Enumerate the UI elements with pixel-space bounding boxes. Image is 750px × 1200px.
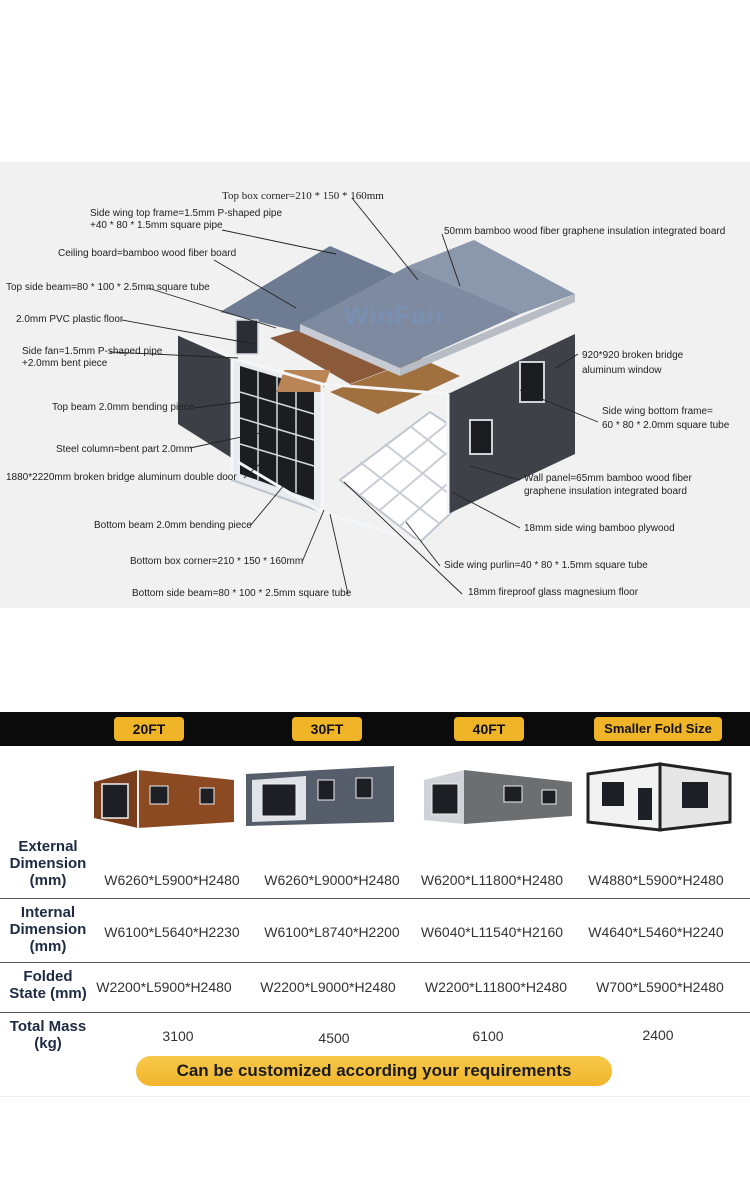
cell-external-smaller: W4880*L5900*H2480 [588, 872, 724, 888]
product-image-30ft [246, 760, 394, 834]
label-top-box-corner: Top box corner=210 * 150 * 160mm [222, 190, 384, 202]
label-insulation-board: 50mm bamboo wood fiber graphene insulation integrated board [444, 226, 726, 237]
label-side-wing-bottom-frame-2: 60 * 80 * 2.0mm square tube [602, 420, 730, 431]
cell-mass-40ft: 6100 [472, 1028, 504, 1044]
label-side-wing-bottom-frame: Side wing bottom frame= [602, 406, 713, 417]
label-ceiling-board: Ceiling board=bamboo wood fiber board [58, 248, 237, 259]
label-steel-column: Steel column=bent part 2.0mm [56, 444, 193, 455]
label-bottom-box-corner: Bottom box corner=210 * 150 * 160mm [130, 556, 304, 567]
cell-folded-40ft: W2200*L11800*H2480 [424, 979, 568, 995]
container-house-diagram [0, 162, 750, 608]
customization-banner: Can be customized according your requirements [136, 1056, 612, 1086]
cell-mass-smaller: 2400 [642, 1027, 674, 1043]
label-wall-panel-2: graphene insulation integrated board [524, 486, 687, 497]
product-image-smaller-fold [586, 760, 734, 834]
cell-folded-20ft: W2200*L5900*H2480 [96, 979, 232, 995]
label-side-fan: Side fan=1.5mm P-shaped pipe [22, 346, 163, 357]
cell-mass-20ft: 3100 [162, 1028, 194, 1044]
row-label-external-dimension: External Dimension (mm) [9, 838, 87, 889]
product-image-20ft [90, 760, 238, 834]
row-divider [0, 898, 750, 899]
label-top-side-beam: Top side beam=80 * 100 * 2.5mm square tube [6, 282, 210, 293]
row-label-folded-state: Folded State (mm) [9, 968, 87, 1002]
label-side-wing-plywood: 18mm side wing bamboo plywood [524, 523, 675, 534]
window-icon [520, 362, 544, 402]
spec-table [0, 712, 750, 1100]
bottom-divider [0, 1096, 750, 1097]
label-top-beam: Top beam 2.0mm bending piece [52, 402, 195, 413]
label-side-wing-top-frame: Side wing top frame=1.5mm P-shaped pipe [90, 208, 283, 219]
cell-external-20ft: W6260*L5900*H2480 [104, 872, 240, 888]
cell-internal-30ft: W6100*L8740*H2200 [264, 924, 400, 940]
row-label-total-mass: Total Mass (kg) [9, 1018, 87, 1052]
winfair-watermark: WinFair [344, 300, 447, 330]
label-side-fan-2: +2.0mm bent piece [22, 358, 108, 369]
label-side-wing-purlin: Side wing purlin=40 * 80 * 1.5mm square tube [444, 560, 648, 571]
cell-internal-smaller: W4640*L5460*H2240 [588, 924, 724, 940]
product-image-40ft [424, 760, 572, 834]
cell-folded-smaller: W700*L5900*H2480 [596, 979, 724, 995]
column-30ft: 30FT [292, 717, 362, 741]
cell-external-30ft: W6260*L9000*H2480 [264, 872, 400, 888]
label-window-2: aluminum window [582, 365, 662, 376]
row-divider [0, 1012, 750, 1013]
label-bottom-side-beam: Bottom side beam=80 * 100 * 2.5mm square tube [132, 588, 352, 599]
label-pvc-floor: 2.0mm PVC plastic floor [16, 314, 124, 325]
column-smaller-fold: Smaller Fold Size [594, 717, 722, 741]
label-side-wing-top-frame-2: +40 * 80 * 1.5mm square pipe [90, 220, 223, 231]
label-wall-panel: Wall panel=65mm bamboo wood fiber [524, 473, 692, 484]
cell-internal-20ft: W6100*L5640*H2230 [104, 924, 240, 940]
row-divider [0, 962, 750, 963]
column-20ft: 20FT [114, 717, 184, 741]
row-label-internal-dimension: Internal Dimension (mm) [9, 904, 87, 955]
cell-external-40ft: W6200*L11800*H2480 [420, 872, 564, 888]
cell-mass-30ft: 4500 [318, 1030, 350, 1046]
cell-folded-30ft: W2200*L9000*H2480 [260, 979, 396, 995]
label-bottom-beam: Bottom beam 2.0mm bending piece [94, 520, 252, 531]
column-40ft: 40FT [454, 717, 524, 741]
label-magnesium-floor: 18mm fireproof glass magnesium floor [468, 587, 639, 598]
label-window: 920*920 broken bridge [582, 350, 684, 361]
label-double-door: 1880*2220mm broken bridge aluminum double door [6, 472, 237, 483]
cell-internal-40ft: W6040*L11540*H2160 [420, 924, 564, 940]
